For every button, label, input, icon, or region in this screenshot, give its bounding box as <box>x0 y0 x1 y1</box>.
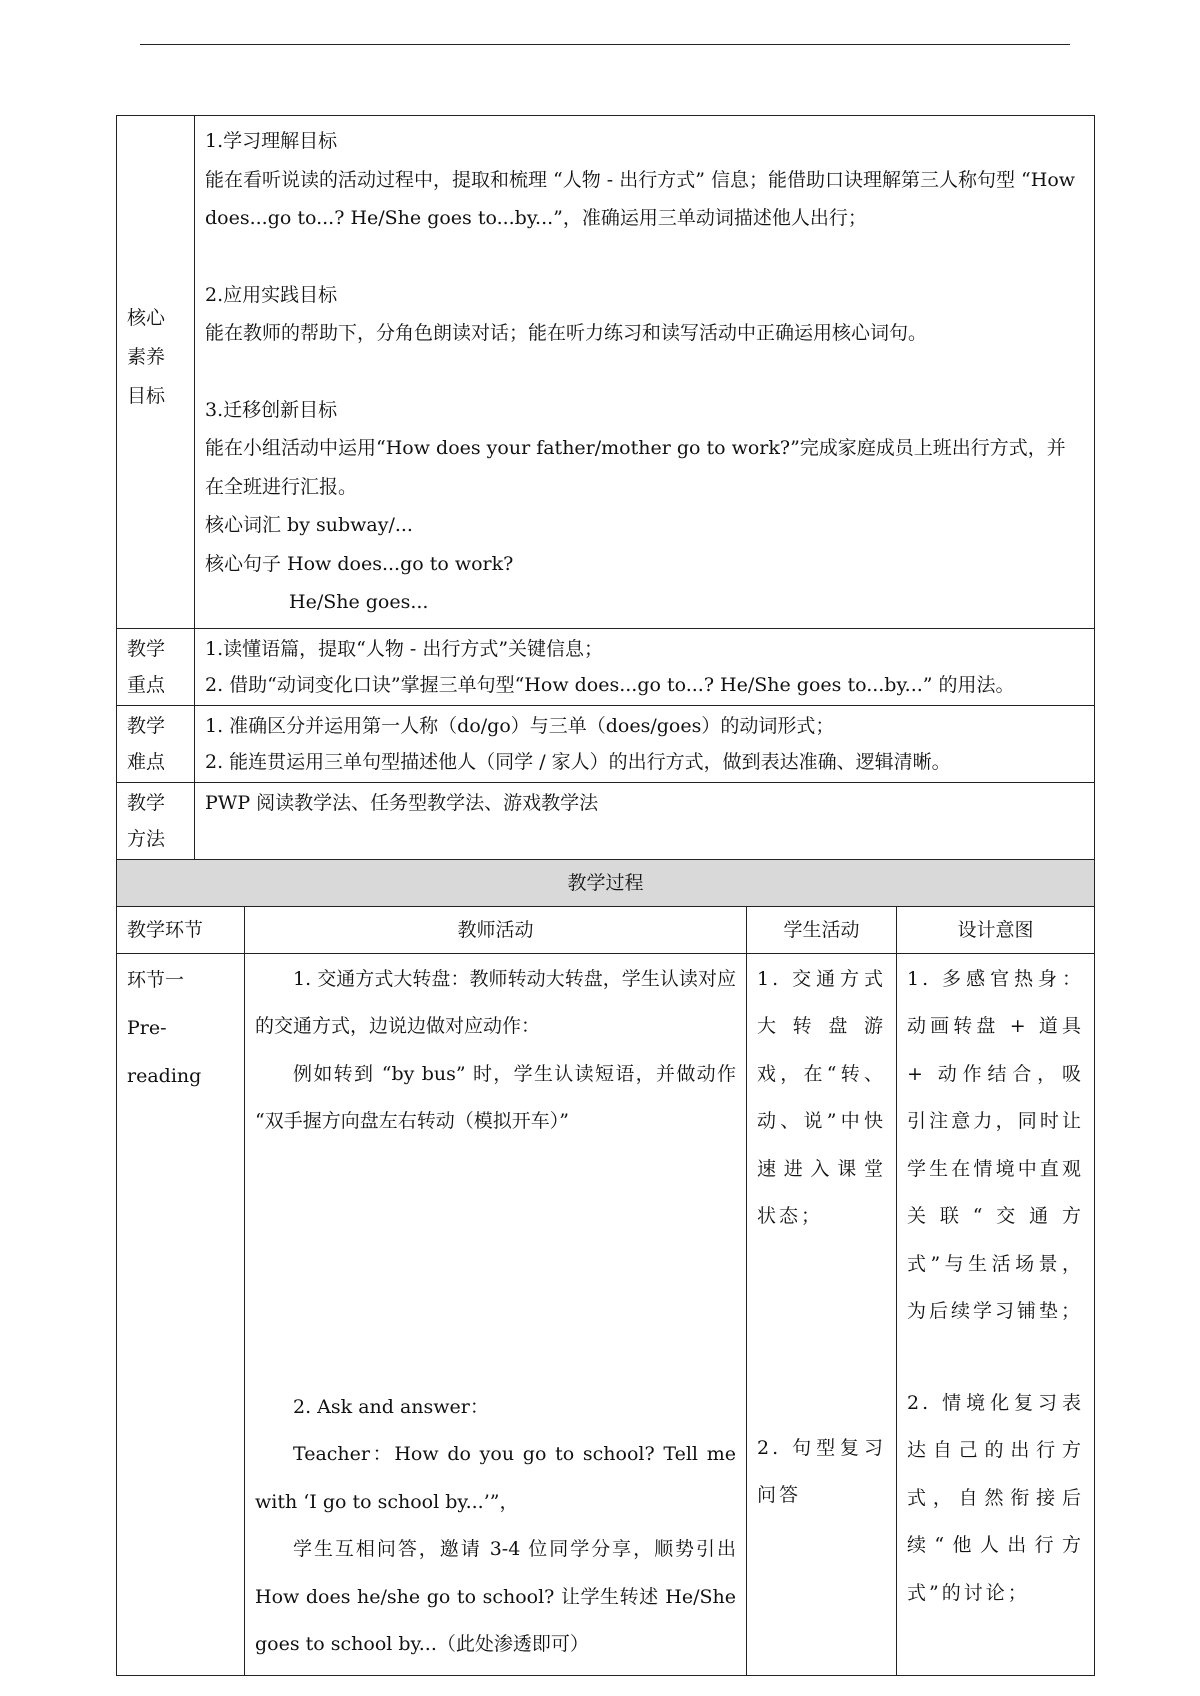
label-line: 教学 <box>127 637 166 660</box>
student-activity-2: 2. 句型复习问答 <box>757 1436 886 1506</box>
stage-row <box>117 953 1095 1675</box>
spacer <box>205 238 1084 276</box>
teacher-activity-cell <box>245 953 747 1675</box>
design-intent-1: 1. 多感官热身：动画转盘 + 道具 + 动作结合，吸引注意力，同时让学生在情境中直观关联“交通方式”与生活场景，为后续学习铺垫； <box>907 967 1085 1322</box>
lesson-plan-document <box>116 115 1094 1676</box>
header-teacher: 教师活动 <box>245 906 747 953</box>
teacher-activity-2-share: 学生互相问答，邀请 3-4 位同学分享，顺势引出 How does he/she go to school? 让学生转述 He/She goes to school by...（此处渗透即可） <box>255 1538 736 1655</box>
core-vocabulary: 核心词汇 by subway/... <box>205 514 413 536</box>
goal-text-1: 能在看听说读的活动过程中，提取和梳理 “人物 - 出行方式” 信息；能借助口诀理解第三人称句型 “How does...go to...? He/She goes to...by...”，准确运用三单动词描述他人出行； <box>205 168 1076 229</box>
header-intent: 设计意图 <box>897 906 1095 953</box>
label-line: 重点 <box>127 673 166 696</box>
difficult-point-1: 1. 准确区分并运用第一人称（do/go）与三单（does/goes）的动词形式； <box>205 714 835 737</box>
label-line: 教学 <box>127 791 166 814</box>
method-content <box>195 782 1095 859</box>
stage-cell <box>117 953 245 1675</box>
goal-heading-2: 2.应用实践目标 <box>205 283 338 306</box>
teacher-activity-1: 1. 交通方式大转盘：教师转动大转盘，学生认读对应的交通方式，边说边做对应动作： <box>255 967 736 1037</box>
spacer <box>205 353 1084 391</box>
process-header-row <box>117 906 1095 953</box>
difficult-point-2: 2. 能连贯运用三单句型描述他人（同学 / 家人）的出行方式，做到表达准确、逻辑清晰。 <box>205 750 951 773</box>
header-student: 学生活动 <box>747 906 897 953</box>
key-points-row <box>117 628 1095 705</box>
method-label <box>117 782 195 859</box>
label-line: 难点 <box>127 750 166 773</box>
goal-heading-1: 1.学习理解目标 <box>205 130 338 152</box>
process-table <box>116 859 1095 1676</box>
teacher-activity-2: 2. Ask and answer： <box>293 1395 489 1418</box>
student-activity-cell <box>747 953 897 1675</box>
process-title: 教学过程 <box>117 859 1095 906</box>
key-point-2: 2. 借助“动词变化口诀”掌握三单句型“How does...go to...? He/She goes to...by...” 的用法。 <box>205 673 1015 696</box>
stage-phase: Pre-reading <box>127 1016 202 1087</box>
label-line: 核心 <box>127 307 166 329</box>
student-activity-1: 1. 交通方式大转盘游戏，在“转、动、说”中快速进入课堂状态； <box>757 967 886 1227</box>
goal-text-2: 能在教师的帮助下，分角色朗读对话；能在听力练习和读写活动中正确运用核心词句。 <box>205 322 928 344</box>
label-line: 素养 <box>127 346 166 368</box>
spacer <box>757 1241 886 1425</box>
core-literacy-content <box>195 116 1095 629</box>
design-intent-2: 2. 情境化复习表达自己的出行方式，自然衔接后续“他人出行方式”的讨论； <box>907 1391 1085 1604</box>
core-literacy-row <box>117 116 1095 629</box>
label-line: 教学 <box>127 714 166 737</box>
core-literacy-label <box>117 116 195 629</box>
process-title-row <box>117 859 1095 906</box>
stage-name: 环节一 <box>127 968 185 991</box>
header-stage: 教学环节 <box>117 906 245 953</box>
objectives-table <box>116 115 1095 860</box>
method-row <box>117 782 1095 859</box>
label-line: 方法 <box>127 827 166 850</box>
difficult-points-content <box>195 705 1095 782</box>
method-text: PWP 阅读教学法、任务型教学法、游戏教学法 <box>205 791 599 814</box>
key-points-label <box>117 628 195 705</box>
label-line: 目标 <box>127 385 166 407</box>
spacer <box>255 1146 736 1384</box>
teacher-activity-1-example: 例如转到 “by bus” 时，学生认读短语，并做动作 “双手握方向盘左右转动（模拟开车）” <box>255 1062 736 1132</box>
difficult-points-label <box>117 705 195 782</box>
teacher-activity-2-prompt: Teacher：How do you go to school? Tell me with ‘I go to school by...’”， <box>255 1443 736 1513</box>
key-points-content <box>195 628 1095 705</box>
key-point-1: 1.读懂语篇，提取“人物 - 出行方式”关键信息； <box>205 637 604 660</box>
spacer <box>907 1336 1084 1380</box>
goal-heading-3: 3.迁移创新目标 <box>205 398 338 421</box>
header-rule <box>140 44 1070 45</box>
difficult-points-row <box>117 705 1095 782</box>
goal-text-3: 能在小组活动中运用“How does your father/mother go to work?”完成家庭成员上班出行方式，并在全班进行汇报。 <box>205 437 1066 498</box>
design-intent-cell <box>897 953 1095 1675</box>
core-sentence: 核心句子 How does...go to work? <box>205 552 514 575</box>
core-sentence-answer: He/She goes... <box>289 591 429 613</box>
